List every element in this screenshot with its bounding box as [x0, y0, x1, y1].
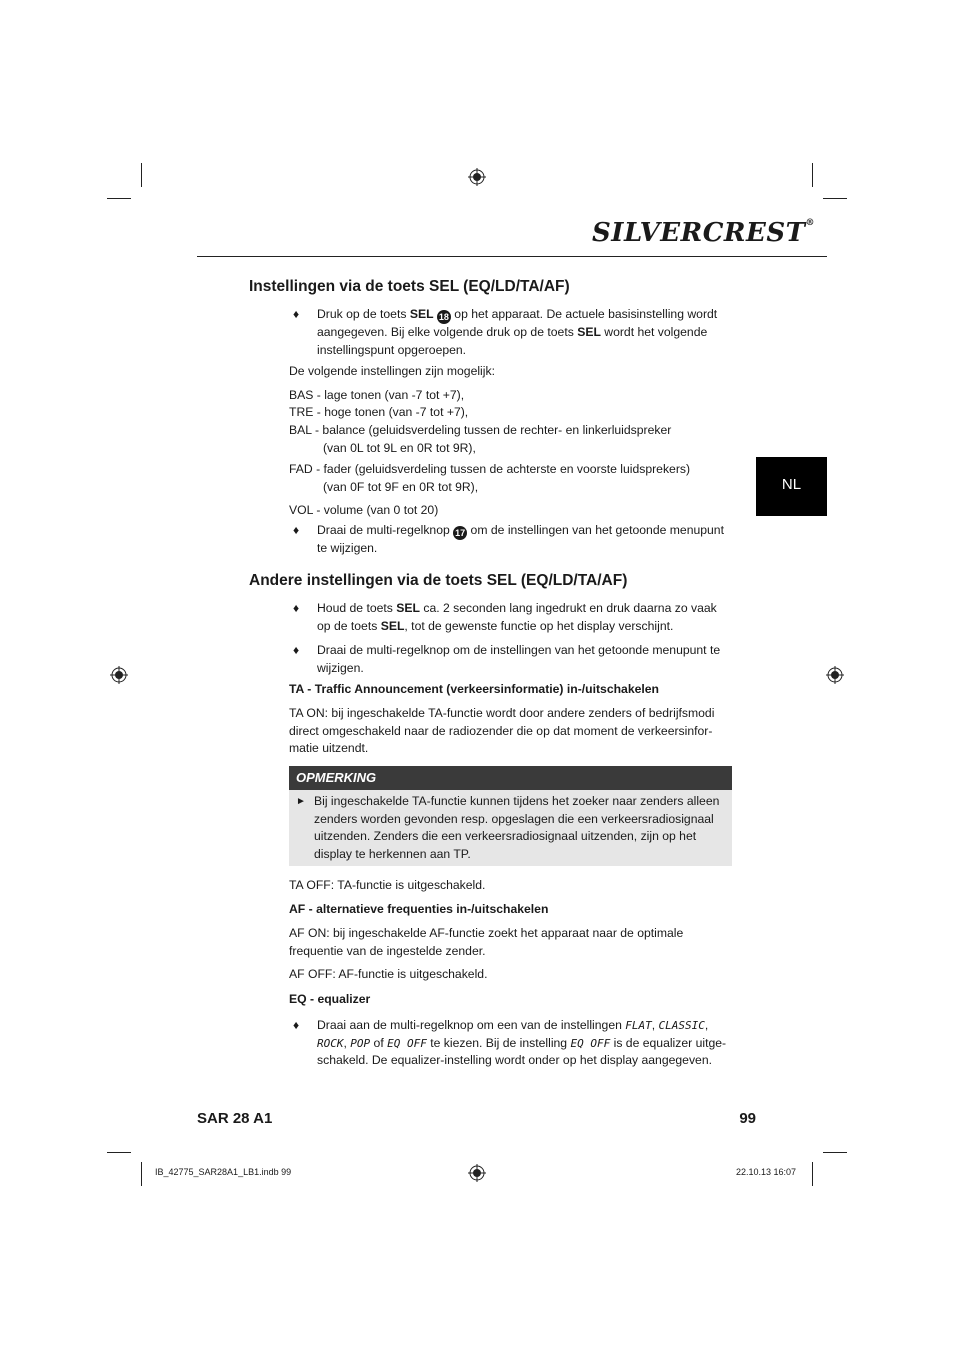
registration-mark-icon [468, 168, 486, 186]
subheading: EQ - equalizer [289, 992, 371, 1006]
bullet-icon: ♦ [293, 643, 300, 657]
section-heading: Instellingen via de toets SEL (EQ/LD/TA/AF) [249, 278, 570, 295]
paragraph: TA ON: bij ingeschakelde TA-functie wordt door andere zenders of bedrijfsmodi direct omgeschakeld naar de radiozender die op dat moment de verkeersinfor-matie uitzendt. [289, 706, 715, 755]
page-number: 99 [739, 1110, 756, 1127]
setting-row: BAS - lage tonen (van -7 tot +7), [289, 388, 465, 402]
control-number-badge: 18 [438, 312, 449, 322]
registration-mark-icon [468, 1164, 486, 1182]
crop-mark [107, 1152, 131, 1153]
brand-logo: SILVERCREST® [592, 218, 815, 248]
crop-mark [812, 1162, 813, 1186]
registration-mark-icon [826, 666, 844, 684]
bullet-icon: ♦ [293, 523, 300, 537]
note-header: OPMERKING [289, 766, 732, 790]
paragraph: TA OFF: TA-functie is uitgeschakeld. [289, 878, 486, 892]
section-heading: Andere instellingen via de toets SEL (EQ/LD/TA/AF) [249, 572, 628, 589]
crop-mark [141, 163, 142, 187]
control-number-badge: 17 [455, 528, 466, 538]
language-tab: NL [756, 457, 827, 516]
footer-model: SAR 28 A1 [197, 1110, 273, 1127]
setting-row: VOL - volume (van 0 tot 20) [289, 503, 439, 517]
subheading: AF - alternatieve frequenties in-/uitschakelen [289, 902, 549, 916]
print-slug-file: IB_42775_SAR28A1_LB1.indb 99 [155, 1167, 292, 1177]
crop-mark [812, 163, 813, 187]
setting-row: TRE - hoge tonen (van -7 tot +7), [289, 405, 469, 419]
crop-mark [141, 1162, 142, 1186]
crop-mark [823, 198, 847, 199]
note-box: ► Bij ingeschakelde TA-functie kunnen tijdens het zoeker naar zenders alleen zenders worden gevonden resp. opgeslagen die een verkeersradiosignaal uitzenden. Zenders die een verkeersradiosignaal uitzenden, zijn op het display te herkennen aan TP. [289, 790, 732, 866]
header-rule [197, 256, 827, 257]
list-item: ♦ Draai de multi-regelknop 17 om de instellingen van het getoonde menupunt te wijzigen. [293, 523, 724, 555]
list-item: ♦ Draai de multi-regelknop om de instellingen van het getoonde menupunt te wijzigen. [293, 643, 721, 675]
crop-mark [107, 198, 131, 199]
list-item: ♦ Druk op de toets SEL 18 op het apparaat. De actuele basisinstelling wordt aangegeven. Bij elke volgende druk op de toets SEL wordt het volgende instellingspunt opgeroepen. [293, 307, 718, 357]
print-slug-date: 22.10.13 16:07 [736, 1167, 797, 1177]
arrow-right-icon: ► [296, 796, 306, 807]
bullet-icon: ♦ [293, 307, 300, 321]
setting-row: BAL - balance (geluidsverdeling tussen de rechter- en linkerluidspreker (van 0L tot 9L en 0R tot 9R), [289, 423, 672, 455]
bullet-icon: ♦ [293, 1018, 300, 1032]
paragraph: AF OFF: AF-functie is uitgeschakeld. [289, 967, 488, 981]
paragraph: De volgende instellingen zijn mogelijk: [289, 364, 495, 378]
bullet-icon: ♦ [293, 601, 300, 615]
subheading: TA - Traffic Announcement (verkeersinformatie) in-/uitschakelen [289, 682, 659, 696]
registration-mark-icon [110, 666, 128, 684]
list-item: ♦ Draai aan de multi-regelknop om een van de instellingen FLAT, CLASSIC, ROCK, POP of EQ OFF te kiezen. Bij de instelling EQ OFF is de equalizer uitge-schakeld. De equalizer-instelling wordt onder op het display aangegeven. [293, 1018, 727, 1067]
setting-row: FAD - fader (geluidsverdeling tussen de achterste en voorste luidsprekers) (van 0F tot 9F en 0R tot 9R), [289, 462, 691, 494]
list-item: ♦ Houd de toets SEL ca. 2 seconden lang ingedrukt en druk daarna zo vaak op de toets SEL, tot de gewenste functie op het display verschijnt. [293, 601, 717, 633]
paragraph: AF ON: bij ingeschakelde AF-functie zoekt het apparaat naar de optimale frequentie van de ingestelde zender. [289, 926, 684, 958]
crop-mark [823, 1152, 847, 1153]
